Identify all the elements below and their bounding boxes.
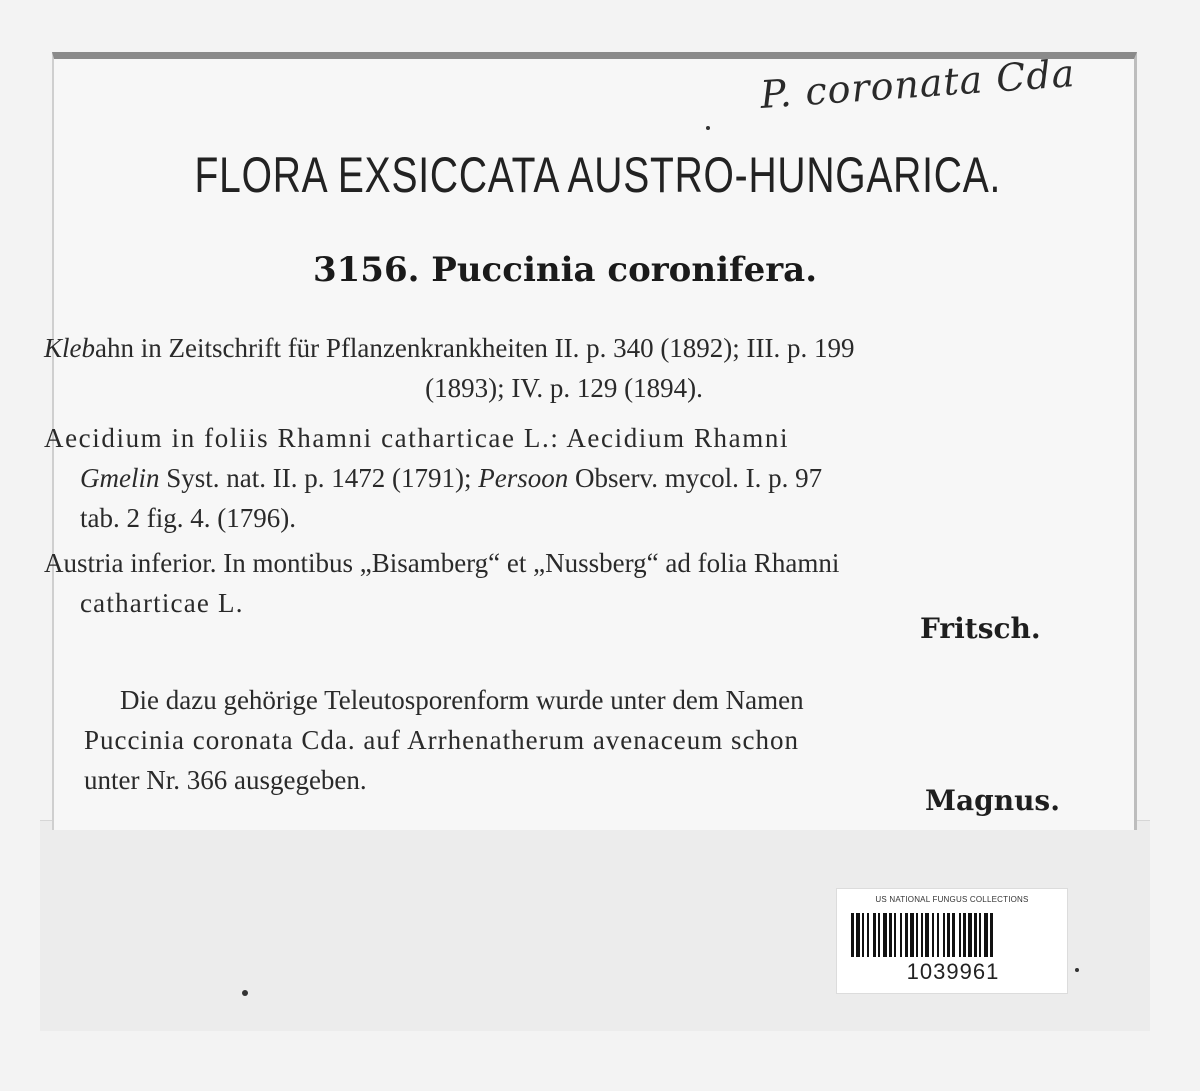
note-paragraph (84, 680, 1084, 800)
barcode-gap (993, 913, 995, 957)
reference-1-line-2: (1893); IV. p. 129 (1894). (425, 373, 703, 403)
reference-2-line-2 (44, 458, 1084, 498)
reference-paragraph-1 (44, 328, 1084, 408)
collector-name-1: Fritsch. (920, 612, 1041, 645)
reference-1-line-1-text: ahn in Zeitschrift für Pflanzenkrankheiten II. p. 340 (1892); III. p. 199 (95, 333, 855, 363)
reference-2-line-3: tab. 2 fig. 4. (1796). (80, 503, 296, 533)
note-line-2: Puccinia coronata Cda. auf Arrhenatherum avenaceum schon (84, 725, 799, 755)
reference-2-author-persoon: Persoon (478, 463, 569, 493)
locality-line-1: Austria inferior. In montibus „Bisamberg“ et „Nussberg“ ad folia Rhamni (44, 548, 840, 578)
barcode-number: 1039961 (906, 959, 1000, 984)
dust-speck (1075, 968, 1079, 972)
reference-1-author: Kleb (44, 333, 95, 363)
label-title: FLORA EXSICCATA AUSTRO-HUNGARICA. (194, 147, 1002, 203)
locality-paragraph (44, 543, 1084, 623)
note-line-1: Die dazu gehörige Teleutosporenform wurde unter dem Namen (120, 685, 804, 715)
reference-paragraph-2 (44, 418, 1084, 538)
barcode-institution: US NATIONAL FUNGUS COLLECTIONS (875, 895, 1029, 904)
barcode-sticker (836, 888, 1068, 994)
note-line-3: unter Nr. 366 ausgegeben. (84, 765, 367, 795)
barcode-bars (851, 913, 1055, 957)
dust-speck (706, 126, 710, 130)
handwritten-annotation: P. coronata Cda (758, 51, 1077, 117)
dust-speck (242, 990, 248, 996)
reference-2-author-gmelin: Gmelin (80, 463, 160, 493)
reference-2-line-2-text-2: Observ. mycol. I. p. 97 (574, 463, 823, 493)
reference-1-line-1 (44, 328, 1084, 368)
locality-line-2: catharticae L. (80, 588, 244, 618)
reference-2-line-2-text: Syst. nat. II. p. 1472 (1791); (166, 463, 472, 493)
species-heading: 3156. Puccinia coronifera. (312, 250, 818, 290)
reference-2-line-1: Aecidium in foliis Rhamni catharticae L.: Aecidium Rhamni (44, 423, 790, 453)
collector-name-2: Magnus. (925, 784, 1060, 817)
